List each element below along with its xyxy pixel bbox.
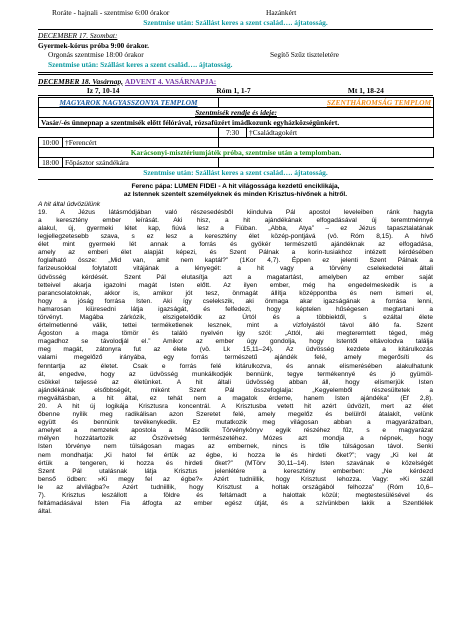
mass-time-1800: 18:00 xyxy=(39,158,63,168)
article-line: nem mondhatja: „Ki hatol fel értük az égbe, ki hozza le és hirdeti őket?”; vagy „Ki kel át xyxy=(38,451,433,459)
article-line: őbenne nyílik meg radikálisan azon Szeretet felé, amely megelőz és belülről átalakít, velünk xyxy=(38,411,433,419)
article-line: törvényt. Magába zárkózik, elszigetelődik az Úrtól és a többiektől, s ezáltal élete xyxy=(38,313,433,321)
double-divider xyxy=(38,72,433,75)
empty-cell xyxy=(219,138,434,148)
dec17-mass-text: Orgonás szentmise 18:00 órakor xyxy=(48,50,144,60)
mystery-play-note: Karácsonyi-misztériumjáték próba, szentmise után a templomban. xyxy=(39,148,434,158)
dec18-heading xyxy=(38,77,433,87)
mass-order-label: Szentmisék rendje és ideje: xyxy=(39,108,434,118)
article-line: farizeusokkal folytatott vitájának a lényegét: a hit vagy a törvény cselekedetei általi xyxy=(38,265,433,273)
article-line: Isten törvénye nem túlságosan magas az embernek, nincs is tőle túlságosan távol. Senki xyxy=(38,443,433,451)
dec17-mass-line xyxy=(38,50,433,60)
article-subtitle: A hit által üdvözülünk xyxy=(38,200,101,208)
bulletin-page xyxy=(38,8,433,516)
article-line: 20. A hit új logikája Krisztusra koncentrál. A Krisztusba vetett hit azért üdvözít, mert az élet xyxy=(38,403,433,410)
article-line: le az alvilágba?« Azért tudniillik, hogy Krisztust a holtak országából felhozza” (Róm 10,6– xyxy=(38,483,433,491)
article-line: ajándékának elsőbbségét, miként Szent Pál összefoglalja: „Kegyelemből részesültetek a xyxy=(38,386,433,394)
article-line: 7). Krisztus leszállott a földre és feltámadt a halottak közül; megtestesülésével és xyxy=(38,492,433,500)
rosary-note: Vasár/-és ünnepnap a szentmisék előtt félórával, rózsafüzért imádkozunk egyházközségünkért. xyxy=(39,118,434,128)
article-line: 19. A Jézus látásmódjában való részesedésből kiindulva Pál apostol leveleiben ránk hagyta xyxy=(38,208,433,216)
mass-time-730: 7:30 xyxy=(219,128,247,138)
article-line: feltámadásával Isten Fia átfogta az ember egész útját, és a szívünkben lakik a Szentlélek xyxy=(38,500,433,508)
after-mass-note-2: Szentmise után: Szállást keres a szent család…. ájtatosság. xyxy=(48,59,233,69)
article-line: csökkel teljessé az életünket. A hit általi üdvösség abban áll, hogy elismerjük Isten xyxy=(38,378,433,386)
advent-title: ADVENT 4. VASÁRNAPJA: xyxy=(124,76,217,86)
article-line: a keresztény ember leírását. Aki hisz, a hit ajándékának elfogadásával új teremtménnyé xyxy=(38,216,433,224)
article-line: amelyet a nemzetek apostola a Második Törvénykönyv egyik részéhez fűz, s e magyarázat xyxy=(38,427,433,435)
rorate-intention: Hazánkért xyxy=(266,8,297,17)
article-line: parancsolatoknak, akkor is, amikor jót tesz, önmagát állítja középpontba és nem ismeri el, xyxy=(38,289,433,297)
article-line: értelmetlenné válik, tettei terméketlenek lesznek, mint a vízfolyástól távol álló fa. Szent xyxy=(38,322,433,330)
dec17-intention: Segítő Szűz tiszteletére xyxy=(270,50,339,60)
article-line: értük a tengeren, ki hozza és hirdeti őket?” (MTörv 30,11–14). Isten szavának e közelségét xyxy=(38,459,433,467)
reading-2: Róm 1, 1-7 xyxy=(216,86,251,96)
rorate-line xyxy=(38,8,433,18)
article-line: magadhoz se távolodjál el.” Amikor az ember úgy gondolja, hogy Istentől eltávolodva találja xyxy=(38,338,433,346)
church-left-header: MAGYAROK NAGYASSZONYA TEMPLOM xyxy=(39,98,219,108)
article-line: meg magát, zátonyra fut az élete (vö. Lk 15,11–24). Az üdvösség kezdete a kitárulkozás xyxy=(38,346,433,354)
article-line: amely az emberi élet alapját képezi, és Szent Pálnak a korin-tusiakhoz intézett kérdésében xyxy=(38,249,433,257)
pope-line-1: Ferenc pápa: LUMEN FIDEI - A hit világossága kezdetű enciklikája, xyxy=(131,182,340,190)
empty-cell xyxy=(219,158,434,168)
article-line: tetteivel akarja igazolni magát Isten előtt. Az ilyen ember, még ha engedelmeskedik is a xyxy=(38,281,433,289)
article-line: alakul, új, gyermeki létet kap, fiúvá lesz a Fiúban. „Abba, Atya” – ez Jézus tapasztalatának xyxy=(38,224,433,232)
mass-intention-730: †Családtagokért xyxy=(247,128,434,138)
readings-row xyxy=(38,86,433,96)
dec17-heading: DECEMBER 17. Szombat: xyxy=(38,31,118,41)
reading-3: Mt 1, 18-24 xyxy=(347,86,384,96)
article-body xyxy=(38,209,433,517)
article-line: hamarosan kiüresedni látja igazságát, és felfedezi, hogy képtelen hűségesen megtartani a xyxy=(38,305,433,313)
article-line: legjellegzetesebb szava, s ez lesz a keresztény élet közép-pontjává (vö. Róm 8,15). A hívő xyxy=(38,233,433,241)
after-mass-note-3: Szentmise után: Szállást keres a szent család…. ájtatosság. xyxy=(38,168,433,180)
pope-line-2: az Istennek szentelt személyeknek és minden Krisztus-hívőnek a hitről. xyxy=(123,190,348,198)
article-line: fenntartja az életet. Csak e forrás felé kitárulkozva, és annak elismerésében alakulhatunk xyxy=(38,362,433,370)
empty-cell xyxy=(39,128,219,138)
article-line: Szent Pál utalásnak látja Krisztus jelenlétére a keresztény emberben: „Ne kérdezd xyxy=(38,467,433,475)
mass-intention-1800: Főpásztor szándékára xyxy=(63,158,219,168)
article-line: együtt és bennünk tevékenykedik. Ez mutatkozik meg világosan abban a magyarázatban, xyxy=(38,419,433,427)
article-line: Ágoston a maga tömör és találó nyelvén így szól: „Attól, aki megteremtett téged, még xyxy=(38,330,433,338)
mass-intention-1000: †Ferencért xyxy=(63,138,219,148)
article-line: valami megelőző irányába, egy forrás természetű ajándék felé, amely megerősíti és xyxy=(38,354,433,362)
article-line: által. xyxy=(38,508,52,516)
article-line: élet mint gyermeki lét annak a forrás és gyökér természetű ajándéknak az elfogadása, xyxy=(38,241,433,249)
article-line: át, engedve, hogy az üdvösség munkálkodjék bennünk, tegye termékennyé és jó gyümöl- xyxy=(38,370,433,378)
article-line: üdvösség kérdését. Szent Pál elutasítja azt a magatartást, amelyben az ember saját xyxy=(38,273,433,281)
rorate-mass-text: Roráte - hajnali - szentmise 6:00 órakor xyxy=(52,8,170,17)
article-line: hogy a jóság forrása Isten. Aki így cselekszik, aki önmaga akar igazságának a forrása lenni, xyxy=(38,297,433,305)
dec18-date: DECEMBER 18. Vasárnap, xyxy=(38,76,124,86)
after-mass-note-1: Szentmise után: Szállást keres a szent család…. ájtatosság. xyxy=(143,17,328,27)
church-right-header: SZENTHÁROMSÁG TEMPLOM xyxy=(219,98,434,108)
article-line: benső ödben: »Ki megy fel az égbe?« Azért tudniillik, hogy Krisztust lehozza. Vagy: »Ki száll xyxy=(38,475,433,483)
article-line: foglalható össze: „Mid van, amit nem kaptál?” (1Kor 4,7). Éppen ez jelenti Szent Pálnak a xyxy=(38,257,433,265)
article-line: megváltásban, a hit által, ez tehát nem a magatok érdeme, hanem Isten ajándéka” (Ef 2,8). xyxy=(38,394,433,402)
mass-time-1000: 10:00 xyxy=(39,138,63,148)
divider xyxy=(38,29,433,30)
church-schedule-table xyxy=(38,97,434,168)
dec17-choir: Gyermek-kórus próba 9:00 órakor. xyxy=(38,40,149,50)
article-line: mélyen hozzátartozik az Ószövetség természetéhez. Mózes azt mondja a népnek, hogy xyxy=(38,435,433,443)
reading-1: Iz 7, 10-14 xyxy=(86,86,120,96)
